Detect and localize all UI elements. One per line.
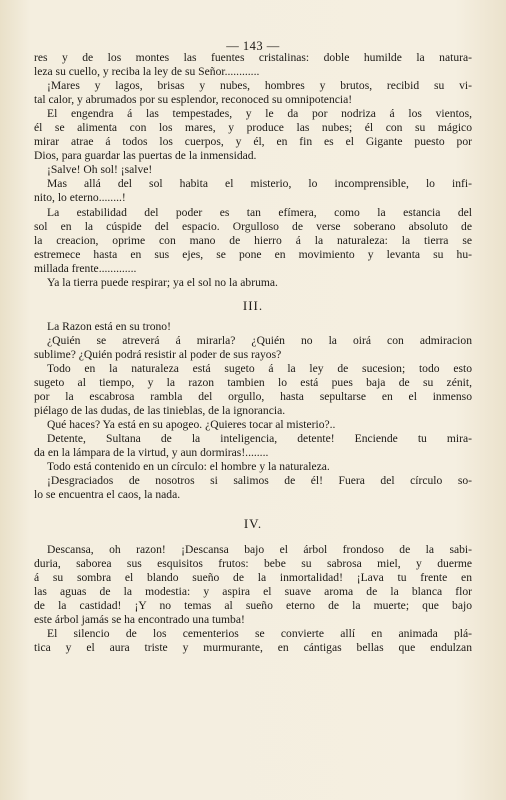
text-line: El silencio de los cementerios se convierte allí en animada plá- [47, 626, 472, 640]
text-line: ¡Mares y lagos, brisas y nubes, hombres y brutos, recibid su vi- [47, 79, 472, 93]
text-line: sugeto al tiempo, y la razon tambien lo está pues baja de su zénit, [34, 376, 472, 390]
text-line: Descansa, oh razon! ¡Descansa bajo el árbol frondoso de la sabi- [47, 542, 472, 556]
body-text [34, 51, 472, 655]
section-heading: III. [242, 297, 264, 313]
text-line: piélago de las dudas, de las tinieblas, de la ignorancia. [34, 404, 286, 418]
text-line: res y de los montes las fuentes cristalinas: doble humilde la natura- [34, 51, 472, 64]
text-line: Detente, Sultana de la inteligencia, detente! Enciende tu mira- [47, 432, 472, 446]
text-line: tal calor, y abrumados por su esplendor, reconoced su omnipotencia! [34, 93, 353, 107]
text-line: de la castidad! ¡Y no temas al sueño eterno de la muerte; que bajo [34, 598, 472, 612]
text-line: estremece hasta en sus ejes, se pone en movimiento y levanta su hu- [34, 247, 472, 261]
text-line: lo se encuentra el caos, la nada. [34, 488, 181, 502]
text-line: millada frente............. [34, 261, 137, 275]
text-line: por la escabrosa rambla del orgullo, hasta sepultarse en el inmenso [34, 390, 472, 404]
text-line: da en la lámpara de la virtud, y aun dormiras!........ [34, 446, 269, 460]
page-number: — 143 — [226, 39, 280, 53]
text-line: sublime? ¿Quién podrá resistir al poder de sus rayos? [34, 347, 282, 361]
text-line: ¡Salve! Oh sol! ¡salve! [47, 163, 153, 177]
text-line: ¡Desgraciados de nosotros si salimos de él! Fuera del círculo so- [47, 474, 472, 488]
text-line: El engendra á las tempestades, y le da por nodriza á los vientos, [47, 107, 472, 121]
text-line: á su sombra el blando sueño de la inmortalidad! ¡Lava tu frente en [34, 570, 472, 584]
text-line: Todo está contenido en un círculo: el hombre y la naturaleza. [47, 460, 330, 474]
text-line: Todo en la naturaleza está sugeto á la ley de sucesion; todo esto [47, 361, 472, 375]
text-line: la creacion, oprime con mano de hierro á la naturaleza: la tierra se [34, 233, 472, 247]
text-line: La estabilidad del poder es tan efímera, como la estancia del [47, 205, 472, 219]
text-line: sol en la cúspide del espacio. Orgulloso de verse soberano absoluto de [34, 219, 472, 233]
text-line: las aguas de la modestia: y aspira el suave aroma de la blanca flor [34, 584, 472, 598]
text-line: ¿Quién se atreverá á mirarla? ¿Quién no la oirá con admiracion [47, 333, 472, 347]
text-line: Qué haces? Ya está en su apogeo. ¿Quieres tocar al misterio?.. [47, 418, 336, 432]
text-line: él se alimenta con los mares, y produce las nubes; él con su mágico [34, 121, 472, 135]
text-line: leza su cuello, y reciba la ley de su Señor............ [34, 65, 260, 79]
text-line: Dios, para guardar las puertas de la inmensidad. [34, 149, 257, 163]
text-line: La Razon está en su trono! [47, 319, 171, 333]
text-line: Ya la tierra puede respirar; ya el sol no la abruma. [47, 275, 278, 289]
text-line: este árbol jamás se ha encontrado una tumba! [34, 612, 245, 626]
text-line: duria, saborea sus esquisitos frutos: bebe su sabrosa miel, y duerme [34, 556, 472, 570]
section-heading: IV. [243, 516, 263, 532]
text-line: Mas allá del sol habita el misterio, lo incomprensible, lo infi- [47, 177, 472, 191]
text-line: tica y el aura triste y murmurante, en cántigas bellas que endulzan [34, 640, 472, 654]
text-line: nito, lo eterno........! [34, 191, 126, 205]
text-line: mirar atrae á todos los cuerpos, y él, en fin es el Gigante puesto por [34, 135, 472, 149]
